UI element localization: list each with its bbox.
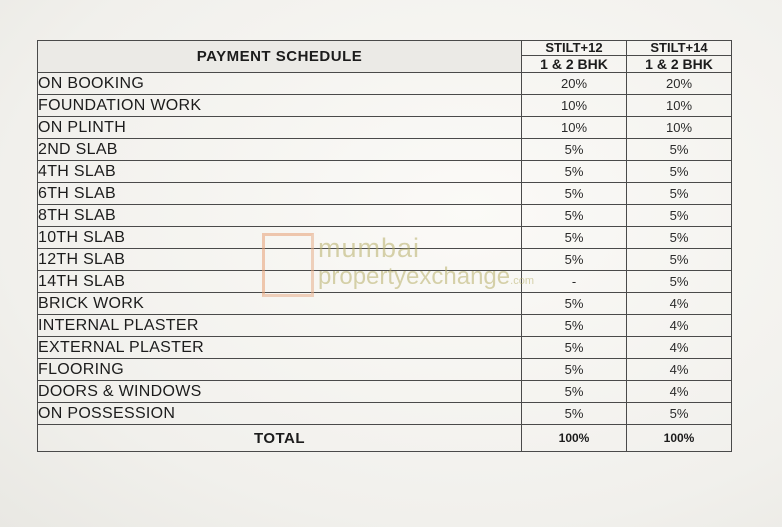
row-value-a: 5% [522, 205, 627, 227]
table-row [38, 315, 732, 337]
row-value-a: 5% [522, 337, 627, 359]
row-label: 8TH SLAB [38, 205, 522, 227]
row-value-b: 5% [627, 403, 732, 425]
total-label: TOTAL [38, 425, 522, 452]
schedule-body [38, 73, 732, 425]
row-label: 6TH SLAB [38, 183, 522, 205]
row-value-b: 5% [627, 227, 732, 249]
table-row [38, 403, 732, 425]
row-value-a: 5% [522, 293, 627, 315]
row-label: 12TH SLAB [38, 249, 522, 271]
row-value-b: 4% [627, 381, 732, 403]
row-value-a: 5% [522, 161, 627, 183]
row-value-a: 5% [522, 315, 627, 337]
table-row [38, 271, 732, 293]
row-value-b: 10% [627, 95, 732, 117]
row-value-a: 5% [522, 403, 627, 425]
table-row [38, 249, 732, 271]
table-row [38, 139, 732, 161]
table-row [38, 73, 732, 95]
row-value-a: 5% [522, 227, 627, 249]
table-row [38, 227, 732, 249]
row-value-a: 5% [522, 139, 627, 161]
row-value-a: 5% [522, 183, 627, 205]
payment-schedule-heading: PAYMENT SCHEDULE [38, 41, 522, 73]
row-label: INTERNAL PLASTER [38, 315, 522, 337]
table-row [38, 205, 732, 227]
row-value-b: 4% [627, 337, 732, 359]
row-value-a: 20% [522, 73, 627, 95]
table-row [38, 359, 732, 381]
row-value-b: 5% [627, 249, 732, 271]
row-value-b: 20% [627, 73, 732, 95]
row-value-a: 10% [522, 95, 627, 117]
row-value-a: 5% [522, 359, 627, 381]
table-row [38, 161, 732, 183]
row-label: 10TH SLAB [38, 227, 522, 249]
header-row [38, 41, 732, 56]
row-label: 4TH SLAB [38, 161, 522, 183]
row-label: 14TH SLAB [38, 271, 522, 293]
row-value-b: 5% [627, 161, 732, 183]
row-value-a: 10% [522, 117, 627, 139]
payment-schedule-table [37, 40, 732, 452]
row-value-b: 4% [627, 293, 732, 315]
watermark-suffix: .com [510, 275, 534, 287]
row-value-a: - [522, 271, 627, 293]
row-value-b: 10% [627, 117, 732, 139]
table-row [38, 183, 732, 205]
row-value-b: 5% [627, 139, 732, 161]
column-subheader-a: 1 & 2 BHK [522, 56, 627, 73]
table-row [38, 95, 732, 117]
row-value-a: 5% [522, 249, 627, 271]
row-label: ON PLINTH [38, 117, 522, 139]
table-row [38, 117, 732, 139]
column-header-stilt-12: STILT+12 [522, 41, 627, 56]
row-label: DOORS & WINDOWS [38, 381, 522, 403]
row-value-a: 5% [522, 381, 627, 403]
row-value-b: 5% [627, 271, 732, 293]
column-subheader-b: 1 & 2 BHK [627, 56, 732, 73]
row-value-b: 5% [627, 183, 732, 205]
row-value-b: 5% [627, 205, 732, 227]
row-label: ON POSSESSION [38, 403, 522, 425]
row-value-b: 4% [627, 315, 732, 337]
row-label: 2ND SLAB [38, 139, 522, 161]
watermark-line2-text: propertyexchange [318, 263, 511, 290]
row-label: EXTERNAL PLASTER [38, 337, 522, 359]
column-header-stilt-14: STILT+14 [627, 41, 732, 56]
row-label: BRICK WORK [38, 293, 522, 315]
row-label: FLOORING [38, 359, 522, 381]
table-row [38, 337, 732, 359]
total-value-b: 100% [627, 425, 732, 452]
table-row [38, 381, 732, 403]
total-value-a: 100% [522, 425, 627, 452]
table-row [38, 293, 732, 315]
row-label: ON BOOKING [38, 73, 522, 95]
watermark-line1: mumbai [318, 233, 421, 263]
row-label: FOUNDATION WORK [38, 95, 522, 117]
total-row [38, 425, 732, 452]
row-value-b: 4% [627, 359, 732, 381]
